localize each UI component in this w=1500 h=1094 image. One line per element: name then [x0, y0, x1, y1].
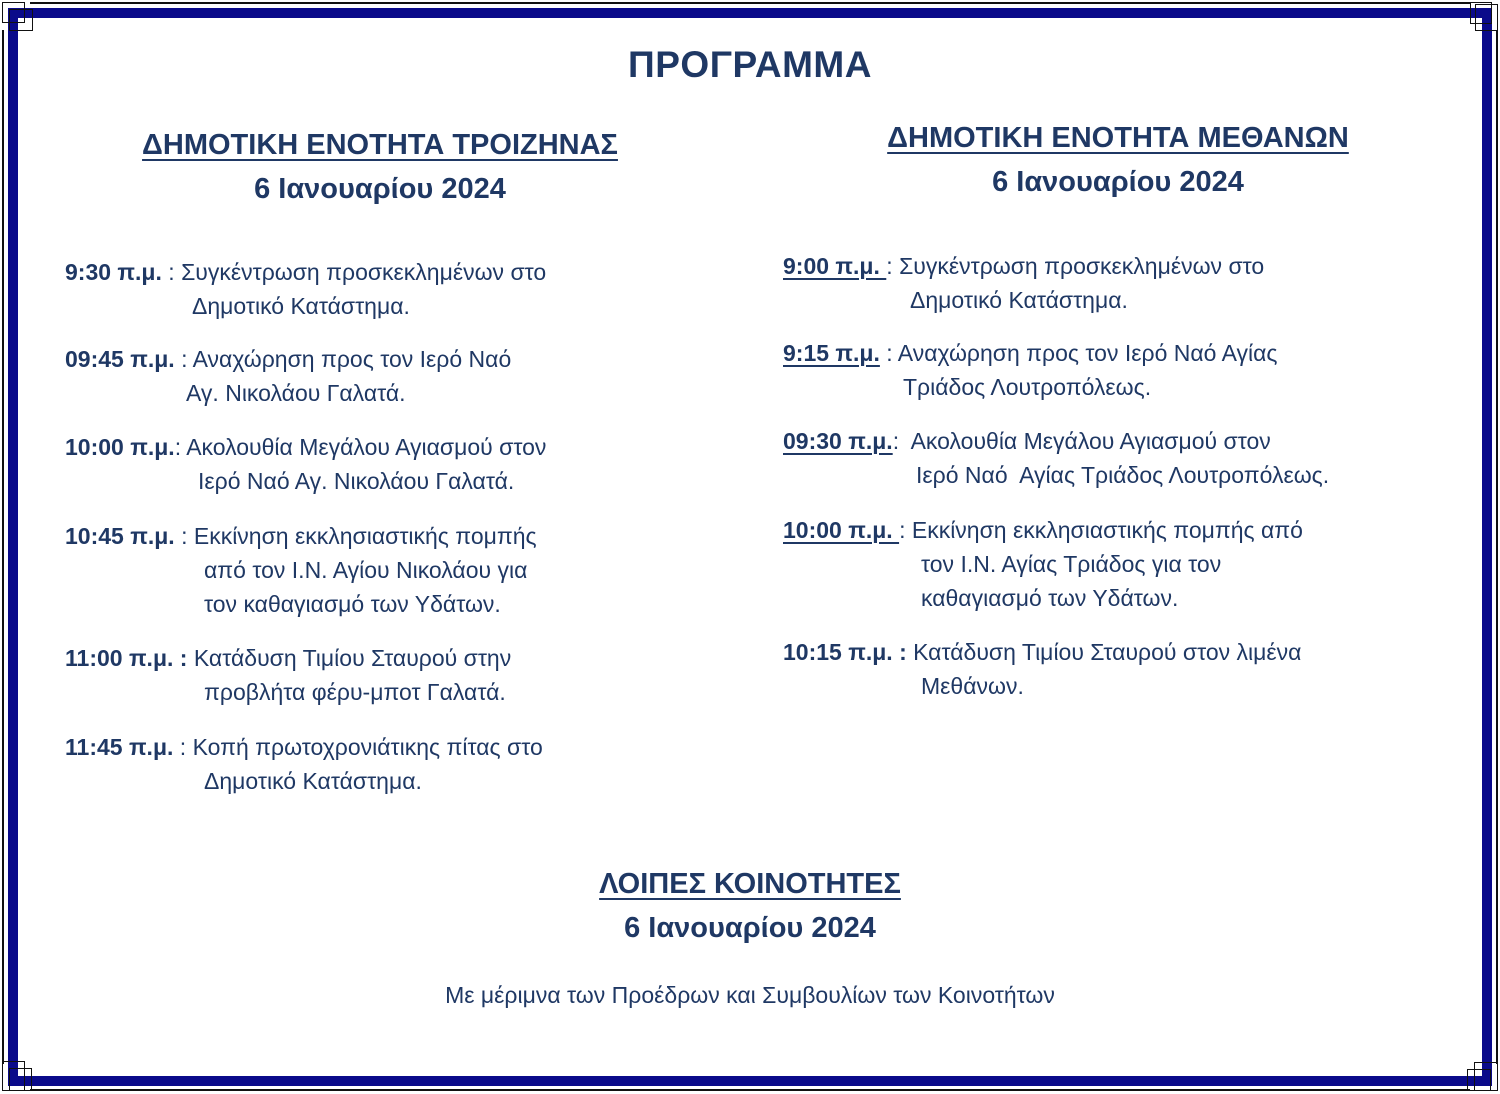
event-time: 9:30 π.μ. [65, 259, 162, 285]
event-separator: : [879, 340, 898, 366]
corner-ornament-bl-b [9, 1068, 32, 1091]
event-time: 9:15 π.μ. [783, 340, 880, 366]
event-description: Συγκέντρωση προσκεκλημένων στο [899, 253, 1265, 279]
frame-outer-line-top [30, 2, 1470, 4]
page-title: ΠΡΟΓΡΑΜΜΑ [628, 44, 872, 85]
event-separator: : [174, 523, 194, 549]
other-note: Με μέριμνα των Προέδρων και Συμβουλίων των Κοινοτήτων [445, 982, 1055, 1008]
event-description-cont: Μεθάνων. [921, 673, 1024, 699]
other-heading: ΛΟΙΠΕΣ ΚΟΙΝΟΤΗΤΕΣ [599, 868, 901, 900]
event-time: 10:00 π.μ. [783, 517, 900, 543]
frame-outer-line-bottom [30, 1089, 1470, 1091]
event-description: Αναχώρηση προς τον Ιερό Ναό Αγίας [897, 340, 1278, 366]
event-description: Εκκίνηση εκκλησιαστικής πομπής από [911, 517, 1303, 543]
event-description: Κοπή πρωτοχρονιάτικης πίτας στο [192, 734, 543, 760]
event-time: 09:45 π.μ. [65, 346, 175, 372]
frame-band-bottom [8, 1076, 1492, 1086]
frame-band-top [8, 8, 1492, 18]
event-separator: : [174, 434, 187, 460]
troizina-event-3 [65, 430, 546, 498]
event-separator: : [174, 346, 193, 372]
methana-event-1 [783, 249, 1264, 317]
troizina-header [80, 125, 680, 209]
event-time: 11:45 π.μ. [65, 734, 174, 760]
event-separator: : [886, 253, 900, 279]
event-separator: : [161, 259, 182, 285]
methana-date: 6 Ιανουαρίου 2024 [992, 166, 1244, 198]
troizina-event-2 [65, 342, 511, 410]
methana-heading: ΔΗΜΟΤΙΚΗ ΕΝΟΤΗΤΑ ΜΕΘΑΝΩΝ [887, 122, 1349, 154]
event-separator: : [173, 734, 193, 760]
frame-band-left [8, 8, 18, 1086]
event-description: Εκκίνηση εκκλησιαστικής πομπής [193, 523, 537, 549]
troizina-heading: ΔΗΜΟΤΙΚΗ ΕΝΟΤΗΤΑ ΤΡΟΙΖΗΝΑΣ [142, 129, 618, 161]
frame-outer-line-left [2, 30, 4, 1064]
other-header [450, 864, 1050, 948]
event-description-cont: προβλήτα φέρυ-μποτ Γαλατά. [204, 679, 506, 705]
event-description-cont: από τον Ι.Ν. Αγίου Νικολάου για [204, 557, 528, 583]
event-description: Ακολουθία Μεγάλου Αγιασμού στον [910, 428, 1271, 454]
other-date: 6 Ιανουαρίου 2024 [624, 912, 876, 944]
frame-outer-line-right [1496, 30, 1498, 1064]
methana-event-3 [783, 424, 1329, 492]
troizina-event-6 [65, 730, 543, 798]
event-description-cont: Δημοτικό Κατάστημα. [192, 293, 410, 319]
event-description-cont: Αγ. Νικολάου Γαλατά. [186, 380, 406, 406]
methana-event-2 [783, 336, 1278, 404]
troizina-event-1 [65, 255, 546, 323]
event-description: Ακολουθία Μεγάλου Αγιασμού στον [186, 434, 547, 460]
event-description-cont: Δημοτικό Κατάστημα. [910, 287, 1128, 313]
event-description-cont: Ιερό Ναό Αγίας Τριάδος Λουτροπόλεως. [916, 462, 1330, 488]
event-time: 9:00 π.μ. [783, 253, 887, 279]
event-time: 10:15 π.μ. : [783, 639, 907, 665]
methana-header [818, 118, 1418, 202]
corner-ornament-tl-b [9, 9, 33, 31]
event-separator: : [899, 517, 912, 543]
event-time: 10:00 π.μ. [65, 434, 175, 460]
corner-ornament-br-b [1474, 1062, 1498, 1091]
event-description: Αναχώρηση προς τον Ιερό Ναό [192, 346, 512, 372]
event-description-cont: τον Ι.Ν. Αγίας Τριάδος για τον [921, 551, 1222, 577]
event-description-cont: Ιερό Ναό Αγ. Νικολάου Γαλατά. [198, 468, 515, 494]
event-description-cont: καθαγιασμό των Υδάτων. [921, 585, 1179, 611]
event-time: 10:45 π.μ. [65, 523, 175, 549]
event-description-cont: τον καθαγιασμό των Υδάτων. [204, 591, 501, 617]
frame-band-right [1482, 8, 1492, 1086]
corner-ornament-tr-b [1475, 4, 1498, 31]
methana-event-4 [783, 513, 1303, 615]
event-description: Κατάδυση Τιμίου Σταυρού στον λιμένα [913, 639, 1302, 665]
troizina-event-4 [65, 519, 537, 621]
troizina-date: 6 Ιανουαρίου 2024 [254, 173, 506, 205]
troizina-event-5 [65, 641, 511, 709]
event-separator: : [892, 428, 911, 454]
event-description-cont: Τριάδος Λουτροπόλεως. [903, 374, 1152, 400]
methana-event-5 [783, 635, 1301, 703]
event-time: 11:00 π.μ. : [65, 645, 188, 671]
event-description: Συγκέντρωση προσκεκλημένων στο [181, 259, 547, 285]
event-description-cont: Δημοτικό Κατάστημα. [204, 768, 422, 794]
event-description: Κατάδυση Τιμίου Σταυρού στην [193, 645, 512, 671]
event-time: 09:30 π.μ. [783, 428, 893, 454]
